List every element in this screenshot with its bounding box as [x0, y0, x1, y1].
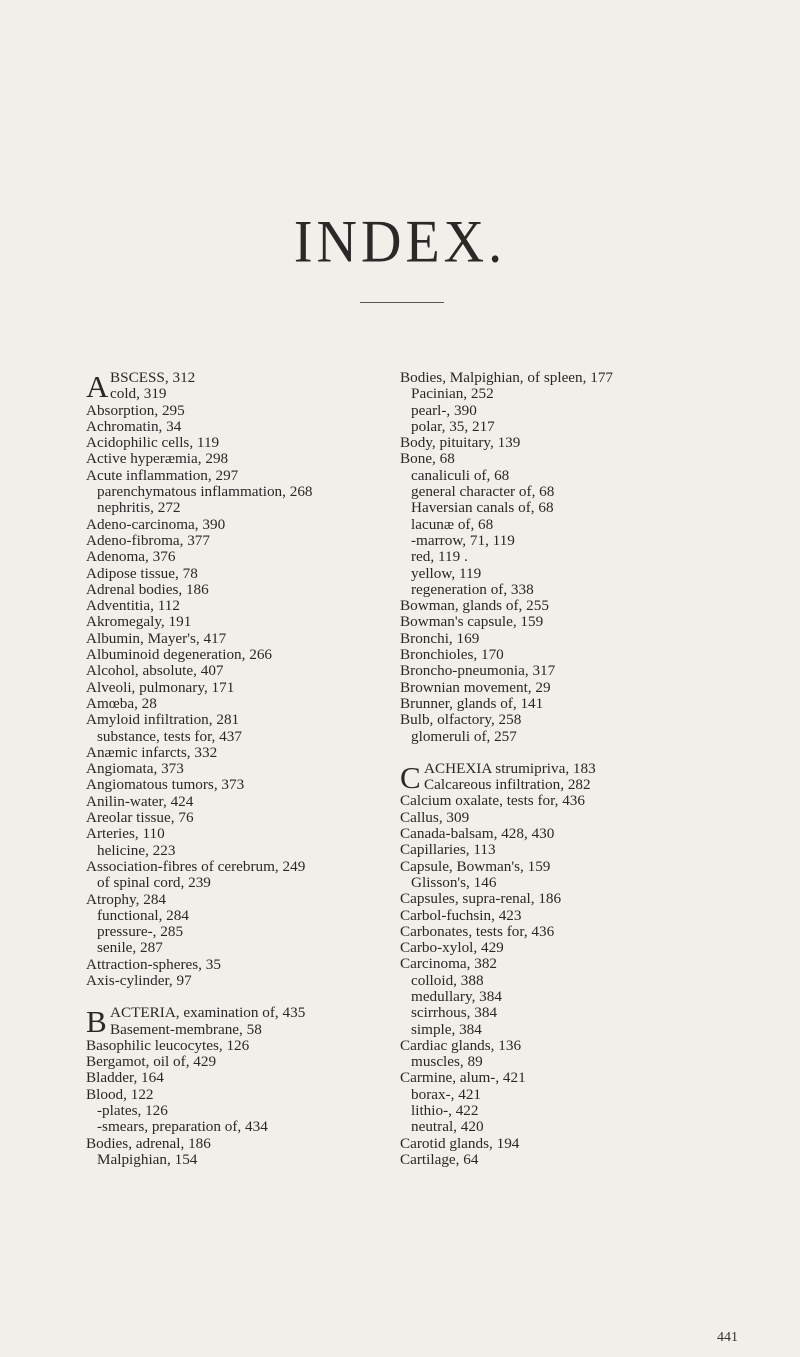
index-entry: Callus, 309	[400, 808, 470, 826]
index-entry: Angiomatous tumors, 373	[86, 776, 245, 794]
index-subentry: Calcareous infiltration, 282	[424, 776, 591, 794]
index-subentry: muscles, 89	[411, 1053, 483, 1071]
index-entry: Capillaries, 113	[400, 841, 496, 859]
drop-cap-initial: B	[86, 1004, 107, 1040]
index-entry: Adrenal bodies, 186	[86, 580, 209, 598]
index-entry: Bodies, adrenal, 186	[86, 1134, 211, 1152]
index-subentry: -smears, preparation of, 434	[97, 1118, 268, 1136]
index-entry: Bergamot, oil of, 429	[86, 1053, 217, 1071]
index-column-left	[86, 370, 386, 1168]
index-subentry: neutral, 420	[411, 1118, 484, 1136]
index-subentry: cold, 319	[110, 385, 167, 403]
index-entry: Carbol-fuchsin, 423	[400, 906, 522, 924]
index-subentry: simple, 384	[411, 1020, 482, 1038]
index-entry: Carcinoma, 382	[400, 955, 498, 973]
index-subentry: Basement-membrane, 58	[110, 1020, 262, 1038]
index-entry: Body, pituitary, 139	[400, 434, 521, 452]
index-entry: Albumin, Mayer's, 417	[86, 629, 227, 647]
index-subentry: substance, tests for, 437	[97, 727, 242, 745]
index-entry: Carbonates, tests for, 436	[400, 922, 555, 940]
page-title: INDEX.	[293, 208, 507, 275]
index-entry: Attraction-spheres, 35	[86, 955, 221, 973]
index-subentry: scirrhous, 384	[411, 1004, 498, 1022]
title-divider	[360, 302, 444, 303]
index-entry: Acute inflammation, 297	[86, 466, 239, 484]
index-subentry: red, 119 .	[411, 548, 468, 566]
index-entry: Carbo-xylol, 429	[400, 939, 504, 957]
index-subentry: senile, 287	[97, 939, 163, 957]
index-subentry: -plates, 126	[97, 1102, 168, 1120]
index-entry: Brunner, glands of, 141	[400, 694, 544, 712]
index-entry: Carmine, alum-, 421	[400, 1069, 526, 1087]
index-entry: Adeno-fibroma, 377	[86, 531, 210, 549]
index-entry: Amyloid infiltration, 281	[86, 711, 240, 729]
index-entry: ACHEXIA strumipriva, 183	[424, 759, 596, 777]
index-entry: Alcohol, absolute, 407	[86, 662, 224, 680]
index-entry: Bowman, glands of, 255	[400, 597, 549, 615]
index-column-right	[400, 370, 780, 1168]
page-number: 441	[717, 1330, 738, 1345]
index-subentry: polar, 35, 217	[411, 417, 495, 435]
index-entry: Albuminoid degeneration, 266	[86, 646, 273, 664]
index-subentry: -marrow, 71, 119	[411, 531, 515, 549]
index-entry: Acidophilic cells, 119	[86, 434, 220, 452]
index-entry: Achromatin, 34	[86, 417, 182, 435]
index-subentry: Haversian canals of, 68	[411, 499, 554, 517]
index-entry: Akromegaly, 191	[86, 613, 192, 631]
index-subentry: parenchymatous inflammation, 268	[97, 483, 313, 501]
index-letter-group	[86, 370, 386, 989]
index-entry: Adeno-carcinoma, 390	[86, 515, 226, 533]
index-entry: Brownian movement, 29	[400, 678, 551, 696]
index-entry: Bronchioles, 170	[400, 646, 504, 664]
index-subentry: glomeruli of, 257	[411, 727, 517, 745]
index-entry: Association-fibres of cerebrum, 249	[86, 857, 306, 875]
index-subentry: colloid, 388	[411, 971, 484, 989]
index-entry: Anæmic infarcts, 332	[86, 743, 218, 761]
index-entry: Bladder, 164	[86, 1069, 164, 1087]
index-subentry: general character of, 68	[411, 483, 555, 501]
index-subentry: regeneration of, 338	[411, 580, 534, 598]
index-letter-group	[400, 370, 780, 745]
index-entry: Capsules, supra-renal, 186	[400, 890, 562, 908]
index-entry: Angiomata, 373	[86, 760, 184, 778]
drop-cap-initial: A	[86, 369, 109, 404]
index-entry: Active hyperæmia, 298	[86, 450, 229, 468]
index-entry: Calcium oxalate, tests for, 436	[400, 792, 585, 810]
index-entry: Basophilic leucocytes, 126	[86, 1036, 250, 1054]
index-entry: Alveoli, pulmonary, 171	[86, 678, 235, 696]
index-entry: BSCESS, 312	[110, 369, 196, 386]
index-entry: Carotid glands, 194	[400, 1134, 520, 1152]
index-subentry: yellow, 119	[411, 564, 482, 582]
index-entry: Axis-cylinder, 97	[86, 971, 192, 989]
index-letter-group	[400, 761, 780, 1168]
index-entry: Bodies, Malpighian, of spleen, 177	[400, 369, 614, 386]
index-entry: Blood, 122	[86, 1085, 154, 1103]
index-entry: Adipose tissue, 78	[86, 564, 198, 582]
index-entry: Areolar tissue, 76	[86, 809, 194, 827]
index-entry: ACTERIA, examination of, 435	[110, 1004, 306, 1022]
index-entry: Bulb, olfactory, 258	[400, 711, 522, 729]
index-entry: Arteries, 110	[86, 825, 165, 843]
index-entry: Adventitia, 112	[86, 597, 180, 615]
index-subentry: functional, 284	[97, 906, 189, 924]
index-subentry: Malpighian, 154	[97, 1150, 198, 1168]
index-entry: Cardiac glands, 136	[400, 1036, 522, 1054]
index-entry: Bronchi, 169	[400, 629, 480, 647]
index-subentry: Glisson's, 146	[411, 873, 497, 891]
index-entry: Bowman's capsule, 159	[400, 613, 544, 631]
index-entry: Amœba, 28	[86, 694, 157, 712]
index-subentry: of spinal cord, 239	[97, 874, 211, 892]
index-entry: Capsule, Bowman's, 159	[400, 857, 551, 875]
index-entry: Bone, 68	[400, 450, 455, 468]
index-subentry: helicine, 223	[97, 841, 176, 859]
index-entry: Absorption, 295	[86, 401, 185, 419]
index-entry: Broncho-pneumonia, 317	[400, 662, 556, 680]
index-subentry: canaliculi of, 68	[411, 466, 510, 484]
index-subentry: lithio-, 422	[411, 1102, 479, 1120]
index-entry: Anilin-water, 424	[86, 792, 194, 810]
index-entry: Atrophy, 284	[86, 890, 167, 908]
index-subentry: lacunæ of, 68	[411, 515, 494, 533]
index-letter-group	[86, 1005, 386, 1168]
index-entry: Canada-balsam, 428, 430	[400, 825, 555, 843]
index-entry: Adenoma, 376	[86, 548, 176, 566]
index-subentry: medullary, 384	[411, 987, 502, 1005]
index-subentry: pearl-, 390	[411, 401, 477, 419]
drop-cap-initial: C	[400, 759, 421, 795]
index-subentry: borax-, 421	[411, 1085, 482, 1103]
index-subentry: pressure-, 285	[97, 923, 184, 941]
index-entry: Cartilage, 64	[400, 1150, 479, 1168]
index-subentry: nephritis, 272	[97, 499, 181, 517]
index-subentry: Pacinian, 252	[411, 385, 494, 403]
